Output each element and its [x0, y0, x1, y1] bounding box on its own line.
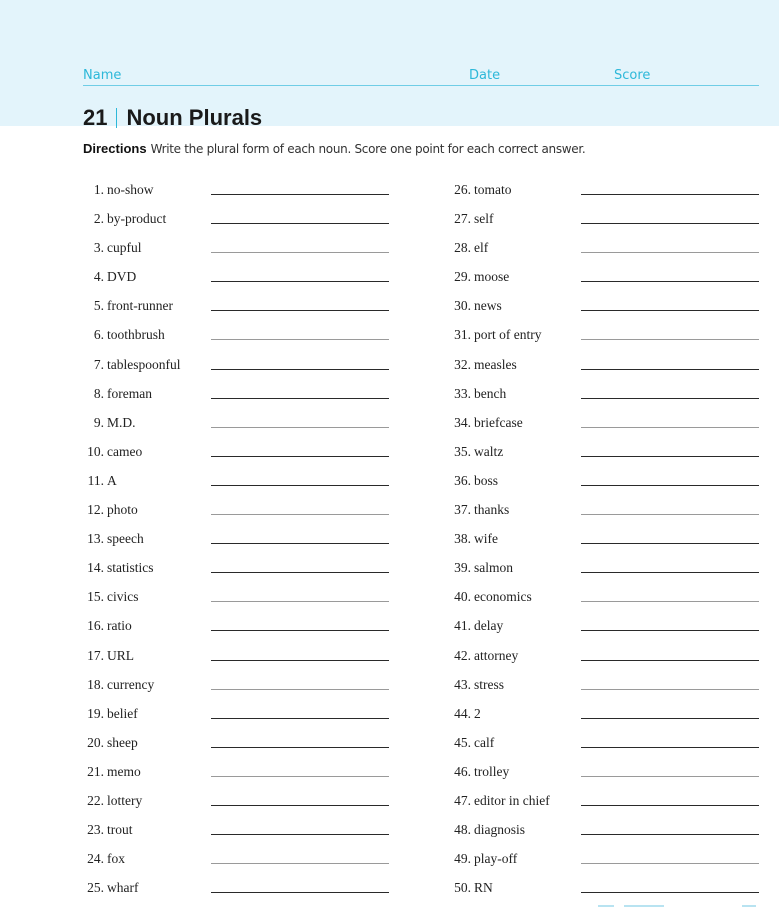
- noun-word: statistics: [107, 560, 154, 576]
- exercise-item: [450, 437, 762, 466]
- noun-word: self: [474, 211, 494, 227]
- answer-line[interactable]: [581, 427, 759, 428]
- answer-line[interactable]: [211, 834, 389, 835]
- lesson-number: 21: [83, 105, 108, 130]
- exercise-item: [83, 466, 393, 495]
- noun-word: salmon: [474, 560, 513, 576]
- noun-word: RN: [474, 880, 493, 896]
- item-number: 28.: [454, 240, 471, 256]
- answer-line[interactable]: [581, 718, 759, 719]
- exercise-item: [83, 844, 393, 873]
- exercise-item: [83, 641, 393, 670]
- exercise-item: [83, 262, 393, 291]
- item-number: 32.: [454, 356, 471, 372]
- noun-word: toothbrush: [107, 327, 165, 343]
- exercise-item: [83, 175, 393, 204]
- item-number: 12.: [87, 502, 104, 518]
- answer-line[interactable]: [581, 660, 759, 661]
- noun-word: cupful: [107, 240, 142, 256]
- answer-line[interactable]: [581, 223, 759, 224]
- noun-word: by-product: [107, 211, 167, 227]
- name-field-label: Name: [83, 68, 122, 83]
- answer-line[interactable]: [211, 514, 389, 515]
- answer-line[interactable]: [581, 310, 759, 311]
- noun-word: front-runner: [107, 298, 173, 314]
- exercise-item: [83, 873, 393, 902]
- answer-line[interactable]: [211, 776, 389, 777]
- item-number: 43.: [454, 676, 471, 692]
- answer-line[interactable]: [211, 543, 389, 544]
- answer-line[interactable]: [211, 630, 389, 631]
- noun-word: A: [107, 472, 117, 488]
- answer-line[interactable]: [211, 863, 389, 864]
- exercise-item: [450, 495, 762, 524]
- exercise-item: [450, 582, 762, 611]
- answer-line[interactable]: [211, 601, 389, 602]
- footer-mark: [742, 905, 756, 907]
- footer-mark: [624, 905, 664, 907]
- item-number: 8.: [93, 385, 104, 401]
- exercise-item: [83, 757, 393, 786]
- item-number: 2.: [93, 211, 104, 227]
- noun-word: currency: [107, 676, 155, 692]
- exercise-column-right: [450, 175, 762, 902]
- exercise-column-left: [83, 175, 393, 902]
- answer-line[interactable]: [211, 427, 389, 428]
- item-number: 29.: [454, 269, 471, 285]
- noun-word: elf: [474, 240, 489, 256]
- noun-word: tablespoonful: [107, 356, 181, 372]
- answer-line[interactable]: [581, 630, 759, 631]
- exercise-item: [450, 320, 762, 349]
- lesson-title: Noun Plurals: [126, 105, 263, 130]
- answer-line[interactable]: [581, 863, 759, 864]
- answer-line[interactable]: [581, 805, 759, 806]
- noun-word: speech: [107, 531, 144, 547]
- exercise-item: [83, 524, 393, 553]
- answer-line[interactable]: [581, 456, 759, 457]
- exercise-item: [450, 786, 762, 815]
- exercise-item: [450, 728, 762, 757]
- item-number: 14.: [87, 560, 104, 576]
- item-number: 18.: [87, 676, 104, 692]
- answer-line[interactable]: [211, 223, 389, 224]
- answer-line[interactable]: [581, 485, 759, 486]
- exercise-item: [83, 815, 393, 844]
- exercise-item: [83, 233, 393, 262]
- item-number: 19.: [87, 705, 104, 721]
- answer-line[interactable]: [211, 252, 389, 253]
- answer-line[interactable]: [211, 398, 389, 399]
- exercise-item: [83, 379, 393, 408]
- noun-word: ratio: [107, 618, 132, 634]
- item-number: 42.: [454, 647, 471, 663]
- item-number: 33.: [454, 385, 471, 401]
- exercise-item: [450, 175, 762, 204]
- item-number: 39.: [454, 560, 471, 576]
- answer-line[interactable]: [211, 747, 389, 748]
- exercise-item: [83, 582, 393, 611]
- answer-line[interactable]: [211, 281, 389, 282]
- item-number: 11.: [87, 472, 104, 488]
- answer-line[interactable]: [581, 689, 759, 690]
- answer-line[interactable]: [581, 776, 759, 777]
- item-number: 48.: [454, 822, 471, 838]
- exercise-item: [450, 233, 762, 262]
- exercise-item: [450, 350, 762, 379]
- item-number: 6.: [93, 327, 104, 343]
- noun-word: moose: [474, 269, 510, 285]
- exercise-item: [450, 204, 762, 233]
- item-number: 15.: [87, 589, 104, 605]
- noun-word: lottery: [107, 792, 143, 808]
- date-field-label: Date: [469, 68, 501, 83]
- footer-mark: [598, 905, 614, 907]
- item-number: 35.: [454, 443, 471, 459]
- exercise-item: [450, 611, 762, 640]
- exercise-item: [83, 350, 393, 379]
- header-write-line[interactable]: [83, 85, 759, 86]
- item-number: 17.: [87, 647, 104, 663]
- item-number: 26.: [454, 182, 471, 197]
- answer-line[interactable]: [581, 543, 759, 544]
- page-title: [83, 104, 262, 132]
- exercise-item: [450, 844, 762, 873]
- item-number: 24.: [87, 851, 104, 867]
- answer-line[interactable]: [211, 310, 389, 311]
- exercise-item: [450, 670, 762, 699]
- answer-line[interactable]: [581, 514, 759, 515]
- noun-word: briefcase: [474, 414, 523, 430]
- noun-word: waltz: [474, 443, 504, 459]
- noun-word: URL: [107, 647, 134, 663]
- noun-word: civics: [107, 589, 139, 605]
- noun-word: sheep: [107, 734, 138, 750]
- item-number: 25.: [87, 880, 104, 896]
- noun-word: belief: [107, 705, 138, 721]
- noun-word: port of entry: [474, 327, 542, 343]
- answer-line[interactable]: [581, 892, 759, 893]
- answer-line[interactable]: [211, 456, 389, 457]
- exercise-item: [83, 408, 393, 437]
- item-number: 45.: [454, 734, 471, 750]
- item-number: 13.: [87, 531, 104, 547]
- answer-line[interactable]: [211, 660, 389, 661]
- noun-word: memo: [107, 763, 141, 779]
- item-number: 1.: [93, 182, 104, 197]
- exercise-item: [450, 757, 762, 786]
- exercise-item: [83, 670, 393, 699]
- answer-line[interactable]: [581, 601, 759, 602]
- item-number: 47.: [454, 792, 471, 808]
- noun-word: news: [474, 298, 502, 314]
- answer-line[interactable]: [581, 369, 759, 370]
- item-number: 3.: [93, 240, 104, 256]
- item-number: 44.: [454, 705, 471, 721]
- exercise-item: [83, 699, 393, 728]
- answer-line[interactable]: [211, 805, 389, 806]
- item-number: 49.: [454, 851, 471, 867]
- exercise-item: [83, 437, 393, 466]
- answer-line[interactable]: [211, 485, 389, 486]
- noun-word: 2: [474, 705, 481, 721]
- item-number: 30.: [454, 298, 471, 314]
- noun-word: measles: [474, 356, 517, 372]
- noun-word: bench: [474, 385, 507, 401]
- title-divider: [116, 108, 117, 128]
- item-number: 37.: [454, 502, 471, 518]
- item-number: 31.: [454, 327, 471, 343]
- answer-line[interactable]: [581, 398, 759, 399]
- exercise-item: [83, 611, 393, 640]
- noun-word: cameo: [107, 443, 143, 459]
- answer-line[interactable]: [581, 252, 759, 253]
- noun-word: wife: [474, 531, 498, 547]
- item-number: 38.: [454, 531, 471, 547]
- item-number: 41.: [454, 618, 471, 634]
- exercise-item: [83, 291, 393, 320]
- noun-word: trout: [107, 822, 133, 838]
- answer-line[interactable]: [211, 718, 389, 719]
- exercise-item: [450, 466, 762, 495]
- exercise-item: [83, 786, 393, 815]
- noun-word: boss: [474, 472, 499, 488]
- noun-word: tomato: [474, 182, 512, 197]
- noun-word: economics: [474, 589, 532, 605]
- noun-word: diagnosis: [474, 822, 526, 838]
- item-number: 10.: [87, 443, 104, 459]
- item-number: 22.: [87, 792, 104, 808]
- item-number: 34.: [454, 414, 471, 430]
- answer-line[interactable]: [581, 834, 759, 835]
- exercise-item: [450, 815, 762, 844]
- answer-line[interactable]: [211, 369, 389, 370]
- exercise-item: [450, 553, 762, 582]
- exercise-item: [450, 641, 762, 670]
- exercise-item: [450, 262, 762, 291]
- answer-line[interactable]: [581, 194, 759, 195]
- noun-word: foreman: [107, 385, 152, 401]
- directions-text: Write the plural form of each noun. Score one point for each correct answer.: [150, 142, 586, 156]
- item-number: 23.: [87, 822, 104, 838]
- noun-word: fox: [107, 851, 125, 867]
- noun-word: M.D.: [107, 414, 136, 430]
- item-number: 46.: [454, 763, 471, 779]
- item-number: 40.: [454, 589, 471, 605]
- exercise-item: [83, 495, 393, 524]
- noun-word: photo: [107, 502, 138, 518]
- answer-line[interactable]: [211, 339, 389, 340]
- answer-line[interactable]: [211, 689, 389, 690]
- answer-line[interactable]: [211, 194, 389, 195]
- item-number: 4.: [93, 269, 104, 285]
- noun-word: thanks: [474, 502, 510, 518]
- item-number: 21.: [87, 763, 104, 779]
- item-number: 9.: [93, 414, 104, 430]
- exercise-item: [450, 408, 762, 437]
- score-field-label: Score: [614, 68, 651, 83]
- directions: [83, 141, 585, 156]
- noun-word: calf: [474, 734, 495, 750]
- directions-label: Directions: [83, 141, 147, 156]
- exercise-item: [450, 379, 762, 408]
- item-number: 20.: [87, 734, 104, 750]
- item-number: 16.: [87, 618, 104, 634]
- noun-word: no-show: [107, 182, 154, 197]
- noun-word: stress: [474, 676, 504, 692]
- noun-word: wharf: [107, 880, 139, 896]
- answer-line[interactable]: [211, 572, 389, 573]
- exercise-item: [450, 873, 762, 902]
- exercise-item: [450, 699, 762, 728]
- exercise-item: [450, 291, 762, 320]
- item-number: 27.: [454, 211, 471, 227]
- answer-line[interactable]: [581, 572, 759, 573]
- noun-word: trolley: [474, 763, 510, 779]
- item-number: 36.: [454, 472, 471, 488]
- answer-line[interactable]: [581, 281, 759, 282]
- answer-line[interactable]: [581, 339, 759, 340]
- noun-word: delay: [474, 618, 504, 634]
- exercise-item: [83, 320, 393, 349]
- noun-word: editor in chief: [474, 792, 550, 808]
- exercise-item: [83, 728, 393, 757]
- answer-line[interactable]: [581, 747, 759, 748]
- exercise-item: [83, 204, 393, 233]
- item-number: 5.: [93, 298, 104, 314]
- noun-word: DVD: [107, 269, 137, 285]
- noun-word: attorney: [474, 647, 519, 663]
- exercise-item: [450, 524, 762, 553]
- exercise-item: [83, 553, 393, 582]
- item-number: 7.: [93, 356, 104, 372]
- item-number: 50.: [454, 880, 471, 896]
- noun-word: play-off: [474, 851, 518, 867]
- answer-line[interactable]: [211, 892, 389, 893]
